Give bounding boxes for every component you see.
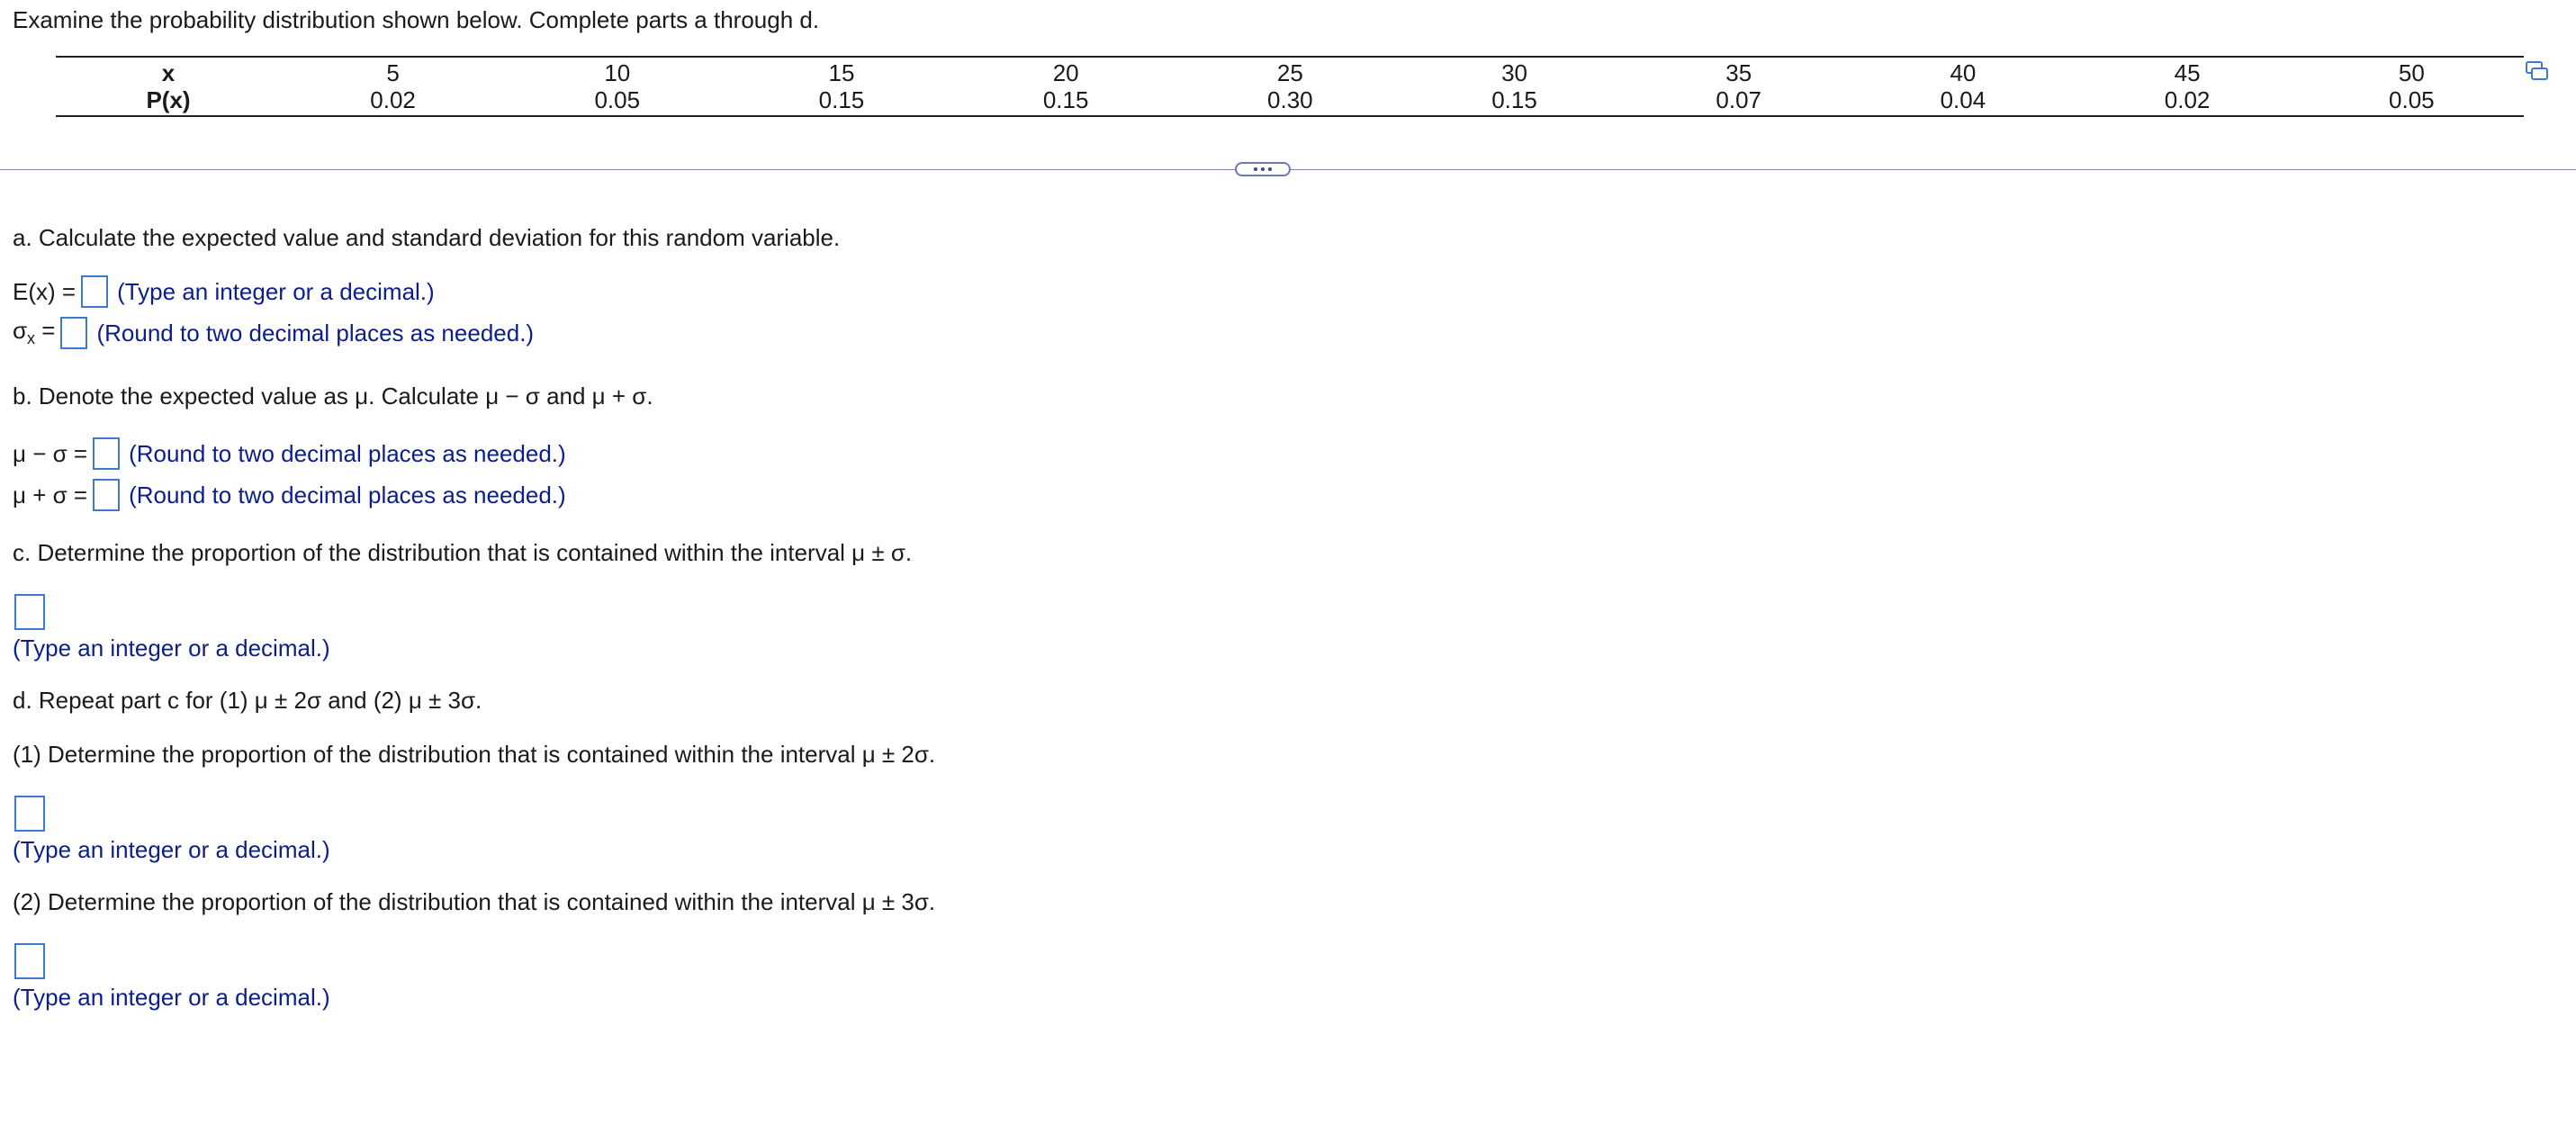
part-c-prompt: c. Determine the proportion of the distribution that is contained within the interval μ ± σ. xyxy=(13,539,913,566)
part-d1-input[interactable] xyxy=(14,796,45,832)
p-value-cell: 0.15 xyxy=(1491,86,1537,113)
p-value-cell: 0.05 xyxy=(594,86,641,113)
part-d1-question: (1) Determine the proportion of the distribution that is contained within the interval μ ± 2σ. xyxy=(13,741,936,768)
p-value-cell: 0.15 xyxy=(818,86,865,113)
table-row-x xyxy=(56,59,2524,86)
distribution-table xyxy=(56,56,2524,117)
x-value-cell: 45 xyxy=(2174,59,2201,86)
probability-table xyxy=(56,59,2524,113)
x-value-cell: 25 xyxy=(1276,59,1303,86)
part-d2-input[interactable] xyxy=(14,943,45,979)
x-value-cell: 30 xyxy=(1501,59,1527,86)
part-d2-hint: (Type an integer or a decimal.) xyxy=(13,984,330,1011)
mu-minus-sigma-row xyxy=(13,437,566,470)
std-dev-label xyxy=(13,317,55,348)
x-header: x xyxy=(161,59,176,86)
table-top-rule xyxy=(56,56,2524,58)
copy-icon[interactable] xyxy=(2526,61,2549,81)
equals-sign: = xyxy=(41,317,56,345)
expected-value-hint: (Type an integer or a decimal.) xyxy=(117,277,435,305)
part-c-input[interactable] xyxy=(14,594,45,630)
expected-value-input[interactable] xyxy=(81,275,108,308)
sigma-subscript: x xyxy=(27,329,36,348)
x-value-cell: 5 xyxy=(386,59,400,86)
mu-plus-sigma-hint: (Round to two decimal places as needed.) xyxy=(129,481,566,508)
x-value-cell: 35 xyxy=(1725,59,1752,86)
mu-plus-sigma-row xyxy=(13,479,566,511)
question-intro: Examine the probability distribution shown below. Complete parts a through d. xyxy=(13,6,820,33)
ellipsis-icon xyxy=(1254,167,1257,171)
expected-value-label: E(x) = xyxy=(13,277,77,305)
x-value-cell: 10 xyxy=(604,59,631,86)
p-value-cell: 0.30 xyxy=(1267,86,1313,113)
x-value-cell: 20 xyxy=(1052,59,1079,86)
mu-minus-sigma-input[interactable] xyxy=(93,437,120,470)
part-a-prompt: a. Calculate the expected value and standard deviation for this random variable. xyxy=(13,224,841,251)
expand-button[interactable] xyxy=(1235,162,1291,176)
std-dev-input[interactable] xyxy=(60,317,87,349)
p-value-cell: 0.02 xyxy=(2164,86,2211,113)
x-value-cell: 15 xyxy=(828,59,855,86)
table-bottom-rule xyxy=(56,115,2524,117)
x-value-cell: 50 xyxy=(2398,59,2425,86)
part-d2-question: (2) Determine the proportion of the distribution that is contained within the interval μ ± 3σ. xyxy=(13,888,936,915)
part-d1-hint: (Type an integer or a decimal.) xyxy=(13,836,330,863)
p-header: P(x) xyxy=(146,86,191,113)
p-value-cell: 0.15 xyxy=(1042,86,1089,113)
x-value-cell: 40 xyxy=(1950,59,1977,86)
ellipsis-dot xyxy=(1268,167,1272,171)
p-value-cell: 0.02 xyxy=(370,86,416,113)
p-value-cell: 0.04 xyxy=(1940,86,1986,113)
part-d-prompt: d. Repeat part c for (1) μ ± 2σ and (2) μ ± 3σ. xyxy=(13,687,482,714)
std-dev-hint: (Round to two decimal places as needed.) xyxy=(96,319,535,346)
part-b-prompt: b. Denote the expected value as μ. Calculate μ − σ and μ + σ. xyxy=(13,382,653,410)
mu-plus-sigma-label: μ + σ = xyxy=(13,481,88,508)
std-dev-row xyxy=(13,317,534,349)
sigma-symbol: σ xyxy=(13,317,28,345)
p-value-cell: 0.07 xyxy=(1716,86,1762,113)
p-value-cell: 0.05 xyxy=(2389,86,2435,113)
part-c-hint: (Type an integer or a decimal.) xyxy=(13,634,330,662)
ellipsis-dot xyxy=(1261,167,1265,171)
mu-minus-sigma-label: μ − σ = xyxy=(13,439,88,467)
expected-value-row xyxy=(13,275,435,308)
mu-minus-sigma-hint: (Round to two decimal places as needed.) xyxy=(129,439,566,467)
mu-plus-sigma-input[interactable] xyxy=(93,479,120,511)
table-row-p xyxy=(56,86,2524,113)
